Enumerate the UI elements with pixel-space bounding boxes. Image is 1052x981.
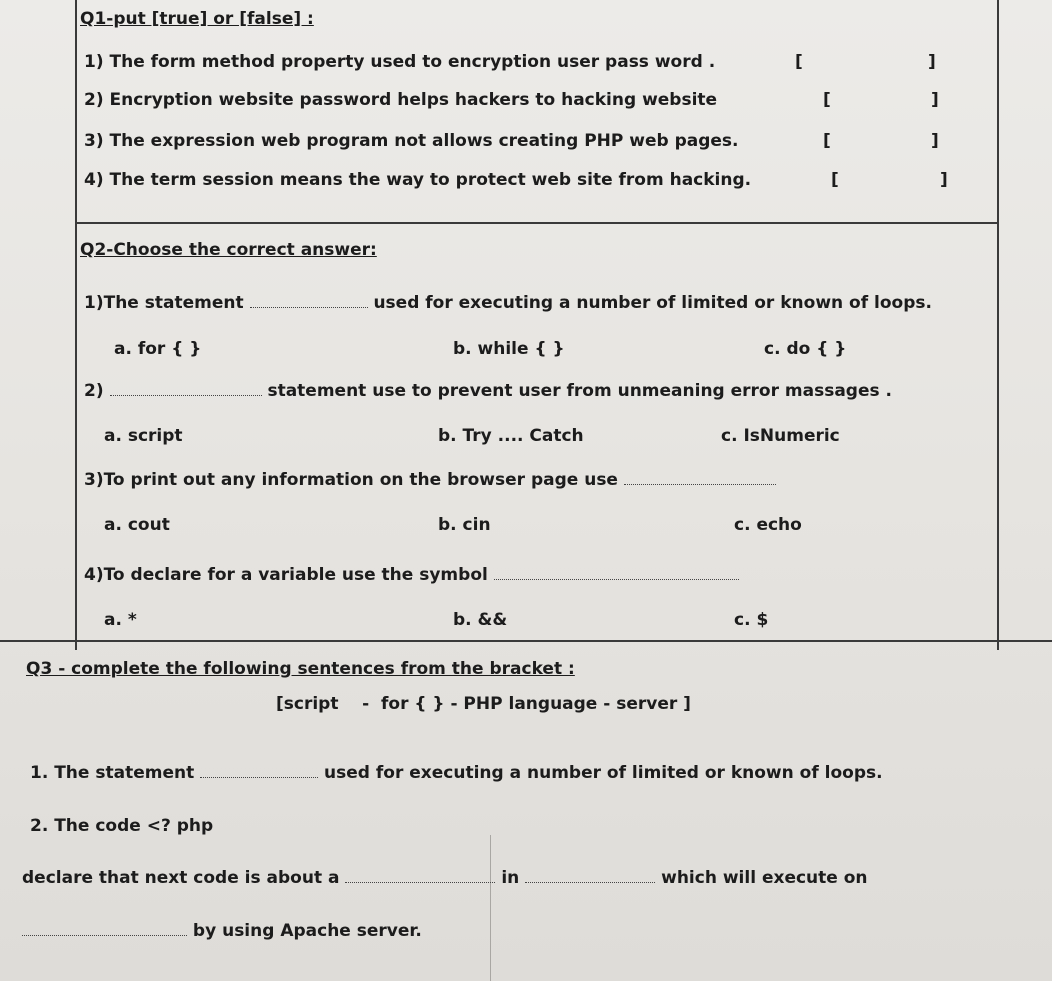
q2-q3-option-c: c. echo	[734, 515, 802, 535]
q2-q1-prefix: 1)The statement	[84, 293, 244, 313]
q2-q4-blank	[494, 565, 739, 580]
q2-q4-option-b: b. &&	[453, 610, 508, 630]
q3-sentence-2-line-3	[22, 921, 422, 941]
q2-q3-option-a: a. cout	[104, 515, 170, 535]
q2-q2-option-c: c. IsNumeric	[721, 426, 840, 446]
q2-q4-prefix: 4)To declare for a variable use the symbol	[84, 565, 488, 585]
q2-question-4	[84, 565, 739, 585]
section-divider-2	[0, 640, 1052, 642]
q1-item-4-bracket-open: [	[831, 170, 839, 190]
q3-sentence-1	[30, 763, 883, 783]
q2-question-2	[84, 381, 892, 401]
q3-s2-prefix: declare that next code is about a	[22, 868, 340, 888]
q2-q2-blank	[110, 381, 262, 396]
q1-item-3: 3) The expression web program not allows creating PHP web pages.	[84, 131, 739, 151]
q2-q1-blank	[250, 293, 368, 308]
q1-item-4-bracket-close: ]	[940, 170, 948, 190]
q2-q3-prefix: 3)To print out any information on the browser page use	[84, 470, 618, 490]
q2-q2-option-a: a. script	[104, 426, 183, 446]
q3-s1-suffix: used for executing a number of limited or known of loops.	[324, 763, 883, 783]
q2-q1-option-a: a. for { }	[114, 339, 202, 359]
q3-s2-blank-1	[345, 868, 495, 883]
q3-s2-blank-3	[22, 921, 187, 936]
q2-question-3	[84, 470, 776, 490]
q2-q1-option-b: b. while { }	[453, 339, 565, 359]
q2-q2-suffix: statement use to prevent user from unmeaning error massages .	[267, 381, 893, 401]
q2-q4-option-a: a. *	[104, 610, 137, 630]
q3-s1-blank	[200, 763, 318, 778]
q2-q4-option-c: c. $	[734, 610, 769, 630]
q3-s2-end: by using Apache server.	[192, 921, 422, 941]
frame-right-border	[997, 0, 999, 650]
q3-word-bracket: [script - for { } - PHP language - server ]	[276, 694, 691, 714]
q1-heading: Q1-put [true] or [false] :	[80, 9, 314, 29]
section-divider-1	[75, 222, 999, 224]
q1-item-3-bracket-close: ]	[931, 131, 939, 151]
paper-fold-crease	[490, 835, 491, 981]
q2-q2-prefix: 2)	[84, 381, 104, 401]
q1-item-2-bracket-close: ]	[931, 90, 939, 110]
q3-s2-middle: in	[501, 868, 520, 888]
q3-sentence-2-line-1: 2. The code <? php	[30, 816, 214, 836]
q2-q3-option-b: b. cin	[438, 515, 491, 535]
q1-item-2-bracket-open: [	[823, 90, 831, 110]
q3-s1-prefix: 1. The statement	[30, 763, 195, 783]
q1-item-1: 1) The form method property used to encryption user pass word .	[84, 52, 716, 72]
frame-left-border	[75, 0, 77, 650]
q3-heading: Q3 - complete the following sentences from the bracket :	[26, 659, 575, 679]
q2-question-1	[84, 293, 932, 313]
q1-item-3-bracket-open: [	[823, 131, 831, 151]
q1-item-1-bracket-open: [	[795, 52, 803, 72]
q2-q2-option-b: b. Try .... Catch	[438, 426, 584, 446]
q2-q1-option-c: c. do { }	[764, 339, 847, 359]
q3-s2-suffix: which will execute on	[661, 868, 868, 888]
q2-q3-blank	[624, 470, 776, 485]
q3-s2-blank-2	[525, 868, 655, 883]
q1-item-2: 2) Encryption website password helps hackers to hacking website	[84, 90, 718, 110]
q2-q1-suffix: used for executing a number of limited or known of loops.	[373, 293, 932, 313]
q3-sentence-2-line-2	[22, 868, 868, 888]
q2-heading: Q2-Choose the correct answer:	[80, 240, 377, 260]
q1-item-4: 4) The term session means the way to protect web site from hacking.	[84, 170, 752, 190]
q1-item-1-bracket-close: ]	[928, 52, 936, 72]
